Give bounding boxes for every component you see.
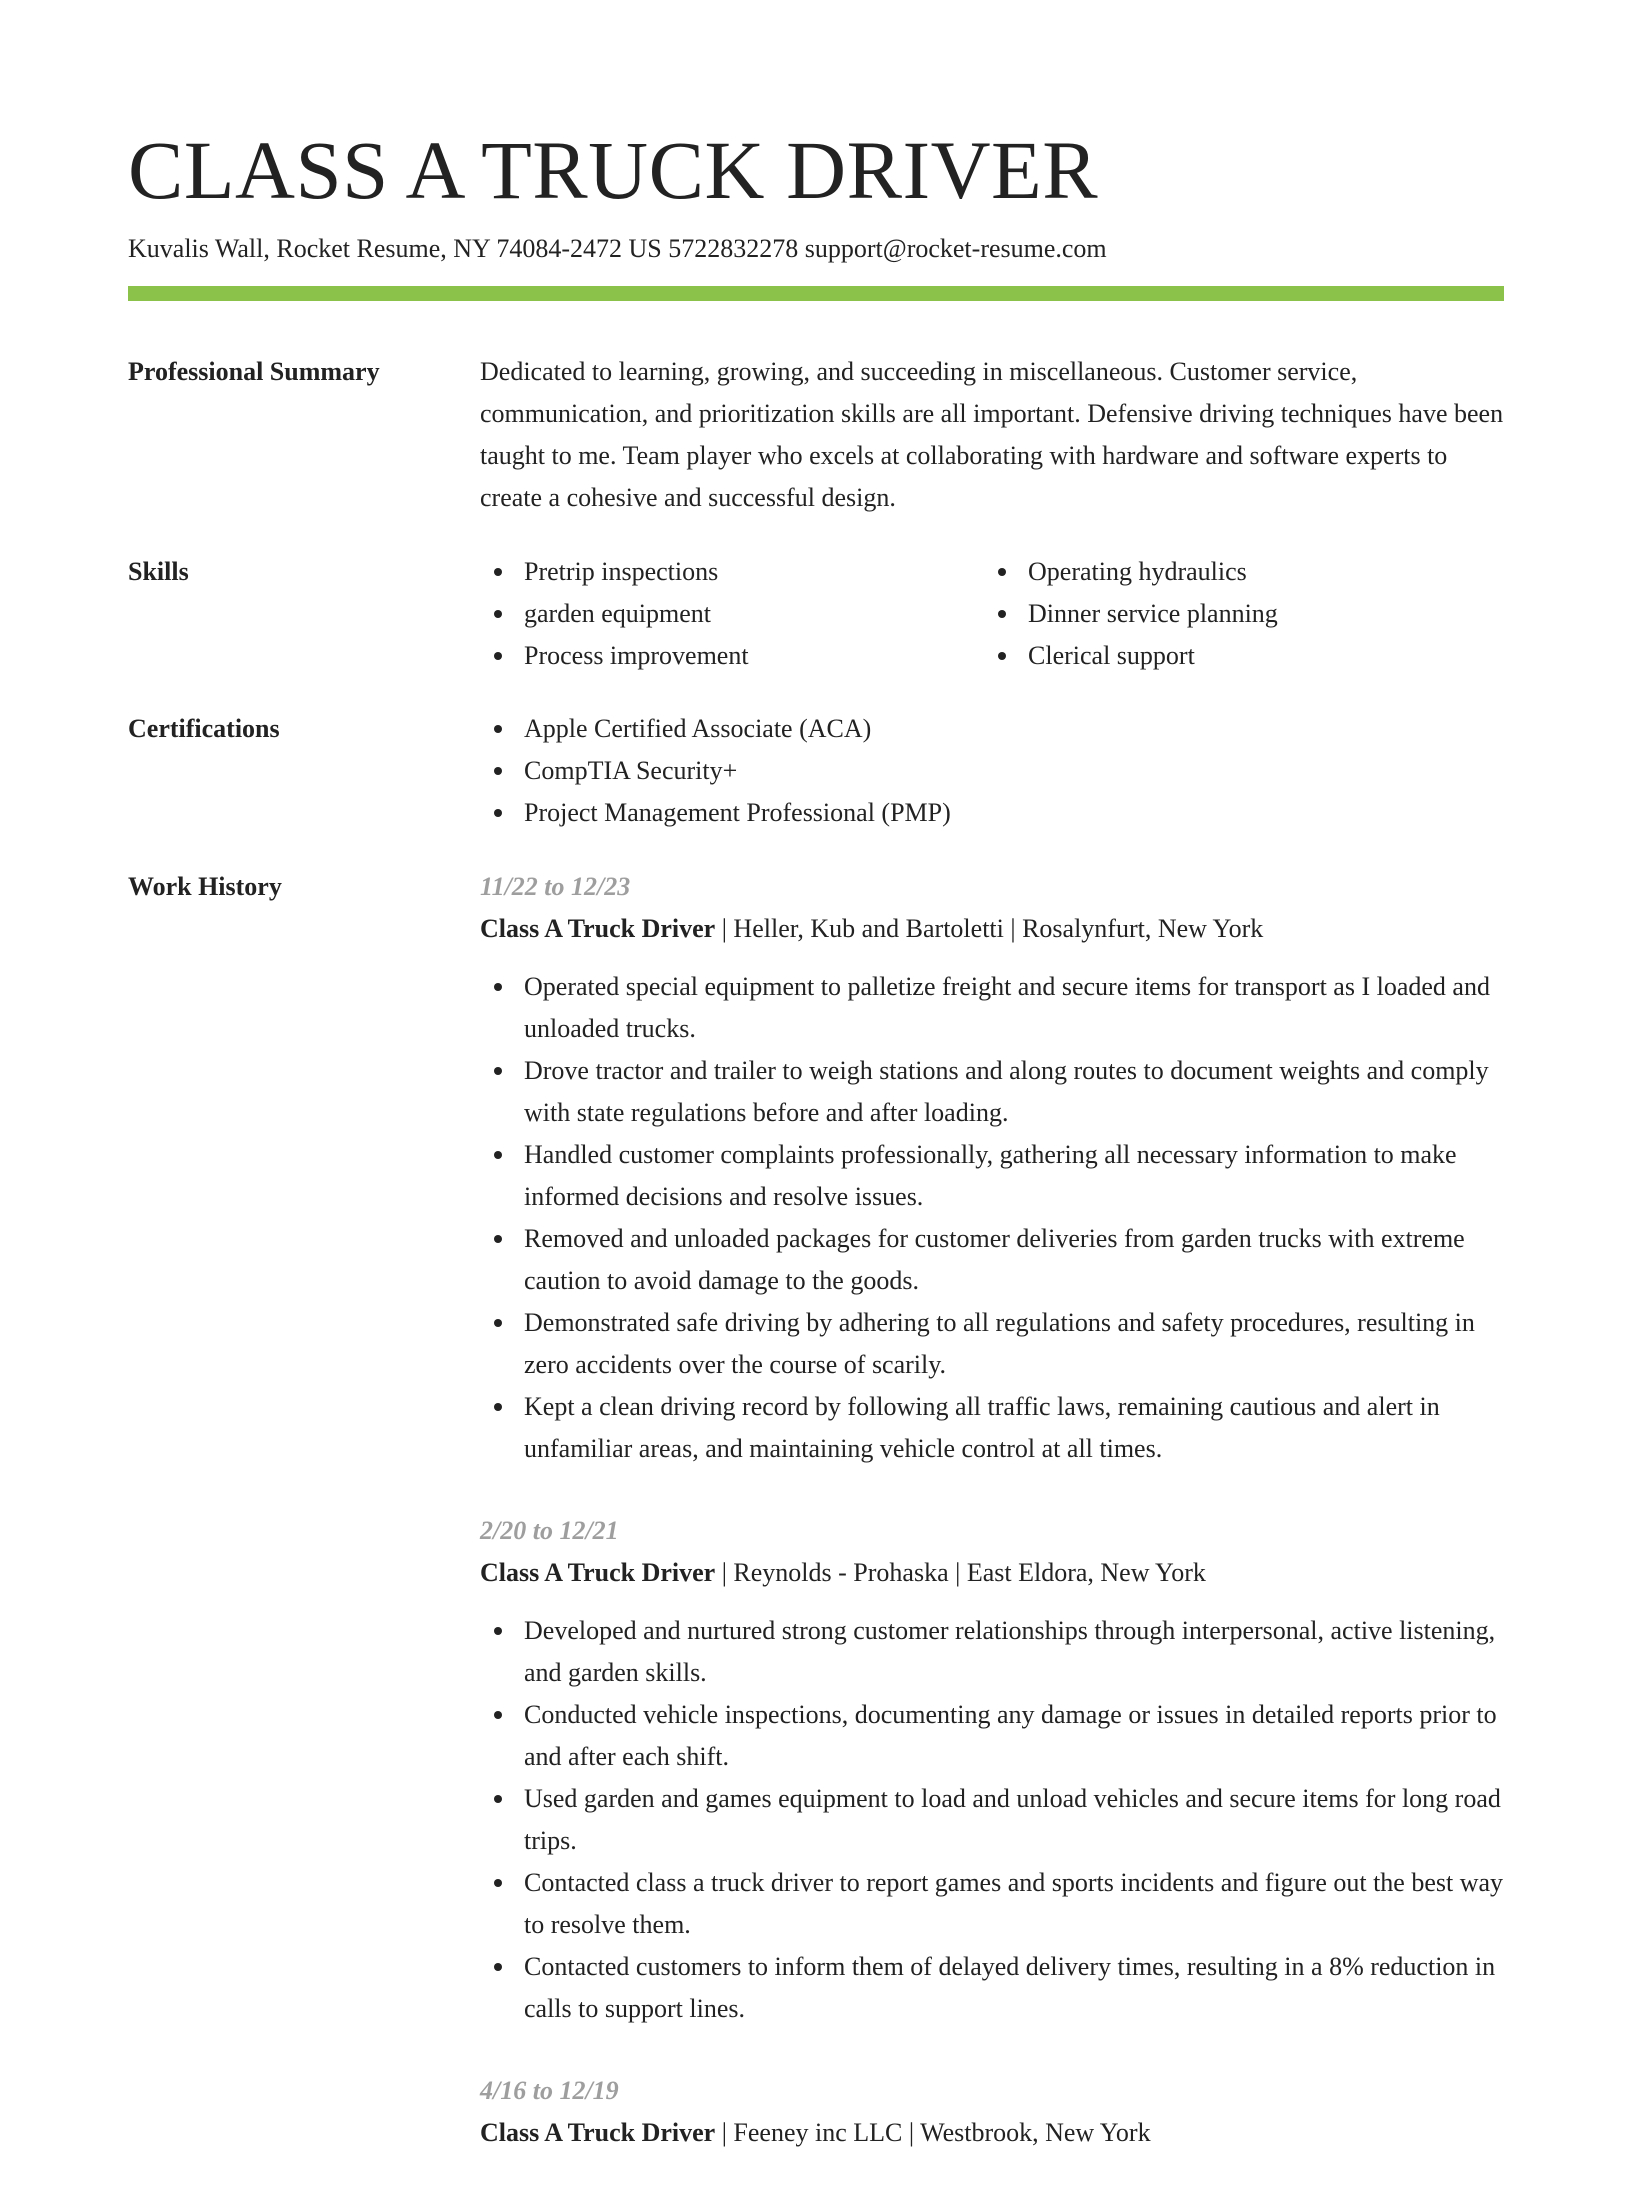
skill-item: garden equipment bbox=[480, 593, 984, 635]
job-heading bbox=[480, 2112, 1504, 2154]
job-duty: Removed and unloaded packages for customer deliveries from garden trucks with extreme caution to avoid damage to the goods. bbox=[480, 1218, 1504, 1302]
job-duty: Kept a clean driving record by following all traffic laws, remaining cautious and alert in unfamiliar areas, and maintaining vehicle control at all times. bbox=[480, 1386, 1504, 1470]
job-duty: Used garden and games equipment to load and unload vehicles and secure items for long road trips. bbox=[480, 1778, 1504, 1862]
skills-grid bbox=[480, 551, 1504, 677]
summary-text: Dedicated to learning, growing, and succeeding in miscellaneous. Customer service, communication, and prioritization skills are all important. Defensive driving techniques have been taught to me. Team player who excels at collaborating with hardware and software experts to create a cohesive and successful design. bbox=[480, 357, 1504, 512]
job-title: Class A Truck Driver bbox=[480, 1558, 716, 1587]
resume-page bbox=[128, 0, 1504, 2194]
job-dates: 2/20 to 12/21 bbox=[480, 1516, 619, 1545]
job-duty: Contacted customers to inform them of delayed delivery times, resulting in a 8% reduction in calls to support lines. bbox=[480, 1946, 1504, 2030]
job-entry bbox=[480, 866, 1504, 1470]
job-duty: Contacted class a truck driver to report games and sports incidents and figure out the best way to resolve them. bbox=[480, 1862, 1504, 1946]
work-history-label: Work History bbox=[128, 872, 282, 901]
accent-divider bbox=[128, 286, 1504, 301]
job-duty: Operated special equipment to palletize freight and secure items for transport as I loaded and unloaded trucks. bbox=[480, 966, 1504, 1050]
certifications-section bbox=[128, 708, 1504, 834]
skills-label: Skills bbox=[128, 557, 189, 586]
skill-item: Operating hydraulics bbox=[984, 551, 1504, 593]
job-duty: Developed and nurtured strong customer relationships through interpersonal, active listening, and garden skills. bbox=[480, 1610, 1504, 1694]
job-employer-location: | Feeney inc LLC | Westbrook, New York bbox=[715, 2118, 1151, 2147]
job-entry bbox=[480, 2070, 1504, 2154]
job-title: Class A Truck Driver bbox=[480, 914, 716, 943]
job-entry bbox=[480, 1510, 1504, 2030]
job-employer-location: | Reynolds - Prohaska | East Eldora, New York bbox=[715, 1558, 1206, 1587]
job-duties bbox=[480, 966, 1504, 1470]
job-title: Class A Truck Driver bbox=[480, 2118, 716, 2147]
certification-item: Project Management Professional (PMP) bbox=[480, 792, 1504, 834]
contact-line: Kuvalis Wall, Rocket Resume, NY 74084-2472 US 5722832278 support@rocket-resume.com bbox=[128, 234, 1107, 263]
job-duty: Handled customer complaints professionally, gathering all necessary information to make informed decisions and resolve issues. bbox=[480, 1134, 1504, 1218]
certification-item: CompTIA Security+ bbox=[480, 750, 1504, 792]
skill-item: Dinner service planning bbox=[984, 593, 1504, 635]
job-duty: Drove tractor and trailer to weigh stations and along routes to document weights and comply with state regulations before and after loading. bbox=[480, 1050, 1504, 1134]
certification-item: Apple Certified Associate (ACA) bbox=[480, 708, 1504, 750]
certifications-label: Certifications bbox=[128, 714, 280, 743]
summary-label: Professional Summary bbox=[128, 357, 380, 386]
skills-column-1 bbox=[480, 551, 984, 677]
job-dates: 4/16 to 12/19 bbox=[480, 2076, 619, 2105]
job-duty: Demonstrated safe driving by adhering to all regulations and safety procedures, resulting in zero accidents over the course of scarily. bbox=[480, 1302, 1504, 1386]
job-heading bbox=[480, 1552, 1504, 1594]
skill-item: Process improvement bbox=[480, 635, 984, 677]
work-history-section bbox=[128, 866, 1504, 2194]
skills-section bbox=[128, 551, 1504, 677]
job-duty: Conducted vehicle inspections, documenting any damage or issues in detailed reports prior to and after each shift. bbox=[480, 1694, 1504, 1778]
job-employer-location: | Heller, Kub and Bartoletti | Rosalynfurt, New York bbox=[715, 914, 1264, 943]
summary-section bbox=[128, 351, 1504, 519]
job-duties bbox=[480, 1610, 1504, 2030]
skills-column-2 bbox=[984, 551, 1504, 677]
certifications-list bbox=[480, 708, 1504, 834]
job-heading bbox=[480, 908, 1504, 950]
job-dates: 11/22 to 12/23 bbox=[480, 872, 631, 901]
skill-item: Clerical support bbox=[984, 635, 1504, 677]
resume-title: CLASS A TRUCK DRIVER bbox=[128, 124, 1099, 216]
skill-item: Pretrip inspections bbox=[480, 551, 984, 593]
